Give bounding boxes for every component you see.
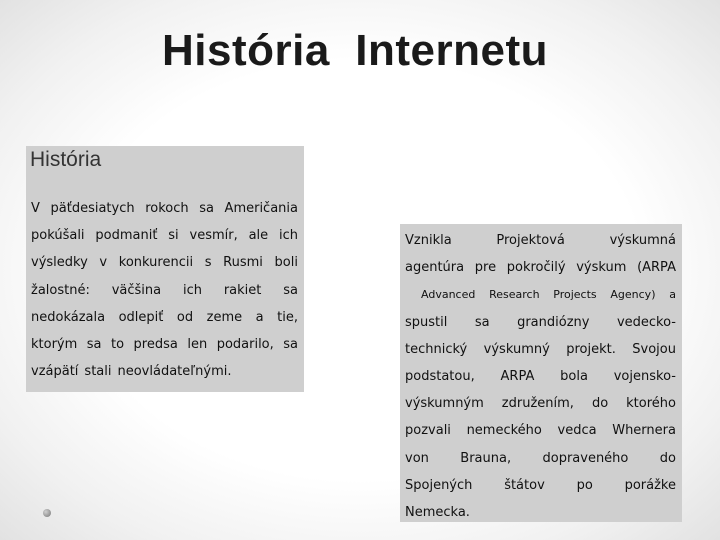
arpa-text-box [400,224,682,522]
text-line: výskumným združením, do ktorého [405,396,676,412]
text-line: Spojených štátov po porážke [405,477,676,493]
text-line: žalostné: väčšina ich rakiet sa [31,282,298,298]
text-line: Nemecka. [405,505,470,520]
text-line: V päťdesiatych rokoch sa Američania [31,201,298,216]
slide-title: História Internetu [162,26,548,75]
text-line: pozvali nemeckého vedca Whernera [405,423,676,439]
history-text-box [26,146,304,392]
history-heading: História [30,148,102,171]
bullet-icon [43,509,51,517]
text-line: nedokázala odlepiť od zeme a tie, [31,309,298,325]
text-line: ktorým sa to predsa len podarilo, sa [31,337,298,352]
text-line: Vznikla Projektová výskumná [405,233,676,248]
text-line: vzápätí stali neovládateľnými. [31,364,232,380]
text-line: Advanced Research Projects Agency) a [421,288,676,302]
text-line: podstatou, ARPA bola vojensko- [405,369,676,384]
text-line: von Brauna, dopraveného do [405,450,676,466]
text-line: spustil sa grandiózny vedecko- [405,314,676,330]
text-line: výsledky v konkurencii s Rusmi boli [31,255,298,271]
text-line: agentúra pre pokročilý výskum (ARPA [405,260,676,276]
text-line: pokúšali podmaniť si vesmír, ale ich [31,228,298,244]
text-line: technický výskumný projekt. Svojou [405,341,676,357]
